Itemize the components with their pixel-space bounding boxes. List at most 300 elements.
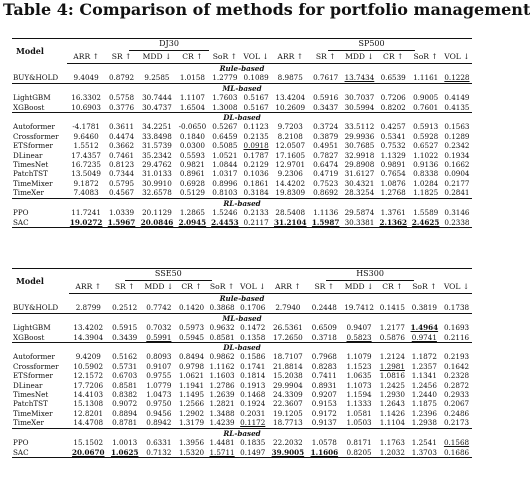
metric-value: 0.8781 (112, 418, 138, 428)
metric-value: 1.0284 (413, 178, 439, 188)
metric-value: 20.1129 (142, 208, 172, 218)
metric-value: 0.6459 (212, 131, 238, 141)
metric-value: 17.1605 (275, 150, 306, 160)
model-column-header: Model (12, 269, 69, 294)
metric-value: 1.3956 (178, 438, 205, 448)
metric-value: 1.0625 (108, 448, 141, 458)
metric-value: 0.1172 (240, 418, 266, 428)
table-row (12, 122, 472, 131)
model-name: BUY&HOLD (13, 303, 59, 313)
metric-value: 1.1079 (346, 352, 372, 362)
metric-value: 0.9456 (146, 408, 172, 418)
metric-value: 1.0473 (146, 390, 172, 400)
metric-value: 0.4257 (380, 122, 406, 132)
metric-value: 1.2930 (379, 390, 405, 400)
metric-value: 0.1568 (443, 438, 470, 448)
table-row (12, 103, 472, 113)
metric-value: 1.0844 (212, 160, 238, 170)
metric-value: 0.2512 (112, 303, 138, 313)
metric-value: 20.0846 (138, 218, 176, 228)
table-caption: Table 4: Comparison of methods for portfolio management (3, 0, 530, 19)
metric-value: 9.1872 (73, 178, 99, 188)
metric-value: 1.0578 (311, 438, 337, 448)
metric-value: 0.9862 (209, 352, 235, 362)
metric-value: 0.1913 (240, 380, 266, 390)
metric-value: 31.5739 (142, 141, 172, 151)
metric-value: 9.2585 (144, 73, 170, 83)
table-row (12, 132, 472, 141)
metric-header: ARR ↑ (67, 51, 105, 64)
dataset-group-header: HS300 (326, 269, 414, 280)
metric-value: 0.4474 (108, 131, 135, 141)
metric-value: 0.9632 (209, 323, 235, 333)
model-name: ETSformer (13, 141, 53, 151)
metric-value: 12.1572 (73, 371, 104, 381)
metric-value: 24.3309 (273, 390, 303, 400)
metric-value: 1.0635 (346, 371, 372, 381)
metric-value: 0.5823 (346, 332, 372, 342)
metric-value: 16.3302 (71, 93, 101, 103)
metric-value: 0.9798 (178, 361, 205, 371)
metric-value: 0.8581 (112, 380, 138, 390)
metric-header: SoR ↑ (409, 51, 441, 64)
metric-value: 1.2177 (379, 323, 405, 333)
table-row (12, 169, 472, 178)
metric-value: 0.3819 (411, 303, 437, 313)
table-row (12, 371, 472, 380)
metric-value: 0.7601 (413, 102, 439, 112)
metric-value: 0.8123 (108, 160, 135, 170)
metric-value: 33.5112 (344, 122, 375, 132)
metric-value: 0.3146 (444, 208, 470, 218)
model-name: PPO (13, 208, 29, 218)
metric-value: 1.1073 (346, 380, 372, 390)
metric-value: 0.9072 (112, 399, 138, 409)
metric-value: 0.8205 (341, 448, 377, 458)
metric-value: 0.2173 (443, 418, 470, 428)
metric-value: 12.0507 (275, 141, 306, 151)
metric-value: 1.0621 (178, 371, 205, 381)
metric-value: 9.2306 (277, 169, 303, 179)
metric-header: ARR ↑ (271, 51, 309, 64)
metric-value: 2.4453 (209, 218, 241, 228)
metric-value: 0.5758 (108, 93, 135, 103)
metric-value: 0.5945 (178, 332, 205, 342)
metric-value: 9.4049 (73, 73, 99, 83)
metric-value: 0.5162 (112, 352, 138, 362)
model-name: TimesNet (13, 160, 49, 170)
section-title: Rule-based (219, 64, 265, 73)
metric-header: MDD ↓ (138, 51, 176, 64)
metric-value: 0.1706 (240, 303, 266, 313)
metric-value: 0.1358 (240, 332, 266, 342)
metric-header: ARR ↑ (69, 281, 108, 294)
metric-value: 28.5408 (275, 208, 306, 218)
metric-value: 0.5341 (380, 131, 406, 141)
section-title: Rule-based (219, 294, 265, 303)
metric-header: VOL ↓ (237, 281, 268, 294)
table-row (12, 381, 472, 390)
metric-value: 0.8382 (112, 390, 138, 400)
metric-value: 1.2541 (411, 438, 437, 448)
model-name: PatchTST (13, 399, 48, 409)
metric-value: 0.9136 (413, 160, 439, 170)
model-name: ETSformer (13, 371, 53, 381)
table-row (12, 188, 472, 198)
metric-value: 0.1924 (240, 399, 266, 409)
metric-value: 0.1123 (243, 122, 269, 132)
metric-value: 0.6527 (413, 141, 439, 151)
metric-value: 0.1420 (178, 303, 205, 313)
metric-value: 0.1228 (444, 73, 470, 83)
section-title: ML-based (12, 83, 472, 93)
metric-value: 0.3868 (209, 303, 235, 313)
metric-value: 1.5512 (73, 141, 99, 151)
metric-value: 1.0013 (112, 438, 138, 448)
metric-value: 0.3879 (313, 131, 339, 141)
metric-value: 1.2786 (209, 380, 235, 390)
metric-value: 0.7411 (311, 371, 337, 381)
metric-value: 1.0779 (146, 380, 172, 390)
metric-header: CR ↑ (176, 51, 209, 64)
metric-value: 19.8309 (275, 188, 306, 198)
model-name: LightGBM (13, 93, 51, 103)
metric-value: 0.2177 (444, 178, 470, 188)
metric-value: 2.1362 (377, 218, 409, 228)
metric-value: 0.1497 (237, 448, 268, 458)
metric-value: 0.9891 (380, 160, 406, 170)
metric-value: 0.1089 (243, 73, 269, 83)
metric-value: 30.7037 (344, 93, 375, 103)
metric-value: 1.1161 (413, 73, 439, 83)
table-row (12, 179, 472, 188)
metric-value: 1.0503 (346, 418, 372, 428)
metric-value: 0.6928 (179, 178, 205, 188)
metric-value: 0.8283 (311, 361, 337, 371)
metric-value: 1.0317 (212, 169, 238, 179)
metric-value: 0.5593 (179, 150, 205, 160)
metric-value: 19.7412 (344, 303, 374, 313)
metric-value: 0.8338 (413, 169, 439, 179)
metric-value: 15.2038 (273, 371, 303, 381)
model-name: XGBoost (13, 332, 45, 342)
metric-value: 19.1205 (273, 408, 303, 418)
metric-value: 31.0133 (142, 169, 172, 179)
metric-value: 0.1840 (179, 131, 205, 141)
metric-value: 0.2342 (444, 141, 470, 151)
metric-value: 0.6474 (313, 160, 339, 170)
model-name: PPO (13, 438, 29, 448)
metric-value: 34.2251 (142, 122, 172, 132)
metric-value: 0.9153 (311, 399, 337, 409)
metric-value: 10.5902 (73, 361, 104, 371)
metric-value: 0.5267 (212, 122, 238, 132)
metric-value: 0.8996 (212, 178, 238, 188)
metric-value: 1.1603 (209, 371, 235, 381)
metric-value: 1.6504 (179, 102, 205, 112)
metric-value: 0.1586 (240, 352, 266, 362)
metric-value: 0.9107 (146, 361, 172, 371)
metric-value: 0.9741 (411, 332, 437, 342)
metric-value: 0.3611 (108, 122, 135, 132)
metric-value: 0.5973 (178, 323, 205, 333)
metric-value: 13.5049 (71, 169, 101, 179)
metric-value: 0.1835 (240, 438, 266, 448)
metric-value: 0.5167 (243, 93, 269, 103)
results-table-dj30-sp500 (12, 38, 472, 228)
metric-value: 0.9172 (311, 408, 337, 418)
metric-value: 0.5167 (243, 102, 269, 112)
metric-value: 0.1814 (240, 371, 266, 381)
metric-value: 9.7203 (277, 122, 303, 132)
metric-value: 0.2116 (443, 332, 470, 342)
metric-value: 29.8908 (344, 160, 375, 170)
table-row (12, 218, 472, 228)
metric-value: 0.8792 (108, 73, 135, 83)
table-row (12, 141, 472, 150)
metric-value: 1.0158 (179, 73, 205, 83)
model-name: Autoformer (13, 352, 55, 362)
metric-value: 21.8814 (273, 361, 303, 371)
table-row (12, 352, 472, 361)
metric-value: 17.4357 (71, 150, 101, 160)
metric-value: 0.5731 (112, 361, 138, 371)
metric-value: 1.2865 (179, 208, 205, 218)
section-title: DL-based (12, 343, 472, 353)
table-row (12, 438, 472, 447)
metric-value: 0.1662 (444, 160, 470, 170)
metric-value: 8.2108 (277, 131, 303, 141)
metric-value: 1.2396 (411, 408, 437, 418)
metric-value: 0.1741 (240, 361, 266, 371)
metric-value: 13.4204 (275, 93, 306, 103)
metric-value: 0.0904 (444, 169, 470, 179)
metric-value: 0.8692 (313, 188, 339, 198)
metric-value: 1.1341 (411, 371, 437, 381)
metric-value: 1.1875 (411, 399, 437, 409)
metric-value: 15.1308 (73, 399, 104, 409)
model-name: TimeXer (13, 188, 44, 198)
section-title: RL-based (12, 428, 472, 438)
metric-value: 0.5915 (112, 323, 138, 333)
table-row (12, 448, 472, 458)
metric-value: 0.7742 (146, 303, 172, 313)
metric-value: 0.8942 (146, 418, 172, 428)
dataset-group-header: SP500 (328, 39, 414, 50)
metric-value: 0.9755 (146, 371, 172, 381)
metric-header: CR ↑ (377, 51, 409, 64)
metric-value: 0.3724 (313, 122, 339, 132)
model-name: TimeXer (13, 418, 44, 428)
metric-value: 1.2425 (379, 380, 405, 390)
metric-value: 0.6331 (146, 438, 172, 448)
metric-value: 0.2448 (311, 303, 337, 313)
metric-value: 1.3179 (178, 418, 205, 428)
metric-value: 0.2031 (240, 408, 266, 418)
metric-value: 2.8799 (75, 303, 101, 313)
metric-value: 0.2129 (243, 160, 269, 170)
table-row (12, 303, 472, 313)
metric-value: 1.1162 (209, 361, 235, 371)
metric-value: 0.1934 (444, 150, 470, 160)
metric-value: 1.1104 (379, 418, 405, 428)
metric-value: 30.3381 (342, 218, 377, 228)
model-name: DLinear (13, 380, 43, 390)
metric-value: 1.4239 (209, 418, 235, 428)
metric-value: 0.8202 (380, 102, 406, 112)
metric-value: 0.1563 (444, 122, 470, 132)
metric-value: 0.1036 (243, 169, 269, 179)
section-title: ML-based (12, 313, 472, 323)
metric-value: 1.2440 (411, 390, 437, 400)
metric-value: 28.3254 (344, 188, 375, 198)
metric-value: 1.1941 (178, 380, 205, 390)
table-row (12, 418, 472, 428)
metric-value: 1.1022 (413, 150, 439, 160)
metric-value: 14.4708 (73, 418, 104, 428)
metric-header: SR ↑ (105, 51, 137, 64)
model-name: TimesNet (13, 390, 49, 400)
metric-value: 0.4567 (108, 188, 135, 198)
table-row (12, 208, 472, 217)
metric-value: 0.2193 (443, 352, 470, 362)
metric-value: 12.9701 (275, 160, 306, 170)
table-row (12, 151, 472, 160)
metric-value: -0.0650 (178, 122, 207, 132)
metric-value: 1.5711 (207, 448, 238, 458)
model-name: DLinear (13, 150, 43, 160)
metric-value: 17.2650 (273, 332, 303, 342)
table-row (12, 93, 472, 102)
metric-value: 0.8103 (212, 188, 238, 198)
metric-value: 1.2821 (209, 399, 235, 409)
metric-value: 17.7206 (73, 380, 104, 390)
metric-value: 30.4321 (344, 178, 375, 188)
metric-value: 1.7603 (212, 93, 238, 103)
metric-value: 1.2639 (209, 390, 235, 400)
metric-value: 30.5994 (344, 102, 375, 112)
metric-header: MDD ↓ (342, 51, 377, 64)
metric-value: 0.1289 (444, 131, 470, 141)
metric-value: 10.6903 (71, 102, 101, 112)
metric-value: 0.9750 (146, 399, 172, 409)
metric-value: 0.3439 (112, 332, 138, 342)
metric-value: 2.7940 (275, 303, 301, 313)
metric-value: 2.0945 (176, 218, 209, 228)
metric-value: 1.1763 (379, 438, 405, 448)
metric-value: 0.2841 (444, 188, 470, 198)
metric-value: 1.3488 (209, 408, 235, 418)
metric-value: 0.9137 (311, 418, 337, 428)
metric-value: 0.3184 (243, 188, 269, 198)
metric-value: 0.3437 (313, 102, 339, 112)
metric-value: 1.1329 (380, 150, 406, 160)
metric-value: 0.7654 (380, 169, 406, 179)
metric-value: 0.5991 (146, 332, 172, 342)
metric-value: 1.2768 (380, 188, 406, 198)
metric-value: 12.8201 (73, 408, 104, 418)
metric-value: 0.8494 (178, 352, 205, 362)
metric-header: SoR ↑ (408, 281, 441, 294)
metric-value: 7.4083 (73, 188, 99, 198)
metric-value: 15.1502 (73, 438, 104, 448)
metric-value: 1.0876 (380, 178, 406, 188)
table-row (12, 399, 472, 408)
metric-value: 0.4951 (313, 141, 339, 151)
metric-value: 29.4762 (142, 160, 172, 170)
metric-value: 0.9005 (413, 93, 439, 103)
metric-value: 1.5246 (212, 208, 238, 218)
results-table-sse50-hs300 (12, 268, 472, 458)
metric-value: 0.0300 (179, 141, 205, 151)
metric-value: 13.7434 (344, 73, 375, 83)
metric-value: 1.0581 (346, 408, 372, 418)
metric-value: 30.7444 (142, 93, 172, 103)
model-name: Crossformer (13, 131, 59, 141)
metric-value: 0.5916 (313, 93, 339, 103)
metric-header: VOL ↓ (241, 51, 271, 64)
metric-value: 0.8931 (311, 380, 337, 390)
metric-value: 1.1594 (346, 390, 372, 400)
section-title: RL-based (12, 198, 472, 208)
metric-value: 0.2933 (443, 390, 470, 400)
metric-value: 0.1787 (243, 150, 269, 160)
metric-value: 0.7523 (313, 178, 339, 188)
metric-value: 1.2357 (411, 361, 437, 371)
metric-value: 0.7617 (313, 73, 339, 83)
metric-value: 1.3761 (380, 208, 406, 218)
metric-value: 0.4149 (444, 93, 470, 103)
metric-value: 0.7206 (380, 93, 406, 103)
metric-value: 1.1333 (346, 399, 372, 409)
model-name: Autoformer (13, 122, 55, 132)
metric-value: 0.1472 (240, 323, 266, 333)
metric-value: 1.1606 (308, 448, 341, 458)
metric-value: 1.5967 (105, 218, 137, 228)
table-row (12, 333, 472, 343)
metric-header: CR ↑ (377, 281, 408, 294)
metric-value: 1.2566 (178, 399, 205, 409)
metric-value: 0.3662 (108, 141, 135, 151)
metric-value: 0.3776 (108, 102, 135, 112)
metric-value: 1.2779 (212, 73, 238, 83)
metric-value: 26.5361 (273, 323, 303, 333)
metric-value: 0.8961 (179, 169, 205, 179)
model-name: SAC (12, 218, 67, 228)
metric-value: 0.5795 (108, 178, 135, 188)
metric-value: 1.3008 (212, 102, 238, 112)
metric-value: 9.6460 (73, 131, 99, 141)
metric-value: 1.4964 (410, 323, 439, 333)
metric-value: 1.1426 (379, 408, 405, 418)
metric-header: SoR ↑ (207, 281, 238, 294)
dataset-group-header: DJ30 (129, 39, 209, 50)
metric-value: 1.1825 (413, 188, 439, 198)
metric-value: 0.7461 (108, 150, 135, 160)
model-name: LightGBM (13, 323, 51, 333)
metric-value: 1.2124 (379, 352, 405, 362)
metric-value: 0.9207 (311, 390, 337, 400)
metric-value: 22.3607 (273, 399, 303, 409)
metric-value: 19.0272 (67, 218, 105, 228)
metric-value: 0.9821 (179, 160, 205, 170)
metric-value: 0.2328 (443, 371, 470, 381)
metric-value: 0.6509 (311, 323, 337, 333)
metric-value: 1.2456 (411, 380, 437, 390)
metric-value: 32.6578 (142, 188, 172, 198)
metric-value: 1.1495 (178, 390, 205, 400)
metric-value: 0.2067 (443, 399, 470, 409)
